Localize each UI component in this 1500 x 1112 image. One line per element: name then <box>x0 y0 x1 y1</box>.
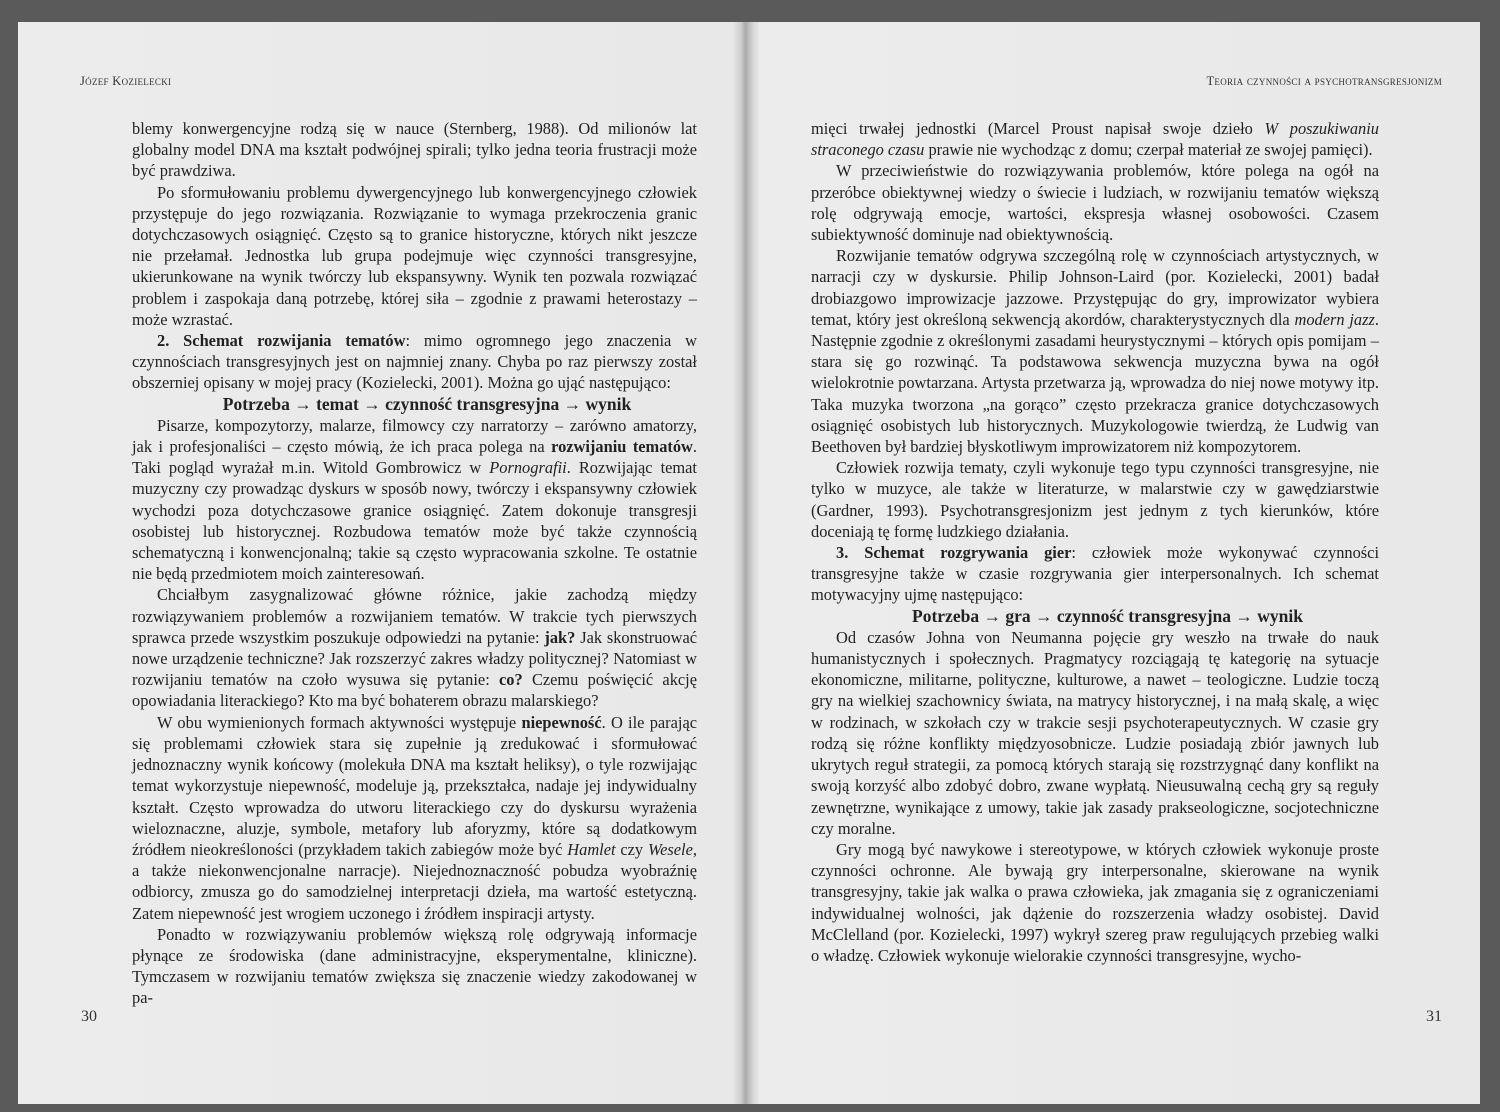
right-page-body <box>811 118 1379 966</box>
paragraph: W przeciwieństwie do rozwiązywania problemów, które polega na ogół na przeróbce obiektywnej wiedzy o świecie i ludziach, w rozwijaniu tematów większą rolę odgrywają emocje, wartości, ekspresja własnej osobowości. Czasem subiektywność dominuje nad obiektywnością. <box>811 161 1379 245</box>
paragraph: blemy konwergencyjne rodzą się w nauce (Sternberg, 1988). Od milionów lat globalny model DNA ma kształt podwójnej spirali; tylko jedna teoria frustracji może być prawdziwa. <box>132 119 697 181</box>
running-head-author: Józef Kozielecki <box>80 74 172 88</box>
paragraph: Po sformułowaniu problemu dywergencyjnego lub konwergencyjnego człowiek przystępuje do jego rozwiązania. Rozwiązanie to wymaga przekroczenia granic dotychczasowych osiągnięć. Często są to granice historyczne, których nikt jeszcze nie przełamał. Jednostka lub grupa podejmuje więc czynności transgresyjne, ukierunkowane na wynik twórczy lub ekspansywny. Wynik ten pozwala rozwiązać problem i zaspokaja daną potrzebę, której siła – zgodnie z prawami heterostazy – może wzrastać. <box>132 182 697 329</box>
paragraph: Chciałbym zasygnalizować główne różnice, jakie zachodzą między rozwiązywaniem problemów a rozwijaniem tematów. W trakcie tych pierwszych sprawca przede wszystkim poszukuje odpowiedzi na pytanie: jak? Jak skonstruować nowe urządzenie techniczne? Jak rozszerzyć zakres władzy politycznej? Natomiast w rozwijaniu tematów na czoło wysuwa się pytanie: co? Czemu poświęcić akcję opowiadania literackiego? Kto ma być bohaterem obrazu malarskiego? <box>132 585 697 711</box>
schema-formula: Potrzeba → gra → czynność transgresyjna → wynik <box>912 605 1303 626</box>
right-page <box>759 22 1480 1104</box>
book-gutter <box>733 22 759 1104</box>
paragraph: Człowiek rozwija tematy, czyli wykonuje tego typu czynności transgresyjne, nie tylko w muzyce, ale także w literaturze, w malarstwie czy w gawędziarstwie (Gardner, 1993). Psychotransgresjonizm jest jednym z tych kierunków, które doceniają tę formę ludzkiego działania. <box>811 458 1379 541</box>
book-spread <box>18 22 1480 1104</box>
section-heading: 3. Schemat rozgrywania gier <box>836 543 1072 563</box>
paragraph: 3. Schemat rozgrywania gier: człowiek może wykonywać czynności transgresyjne także w czasie rozgrywania gier interpersonalnych. Ich schemat motywacyjny ujmę następująco: <box>811 543 1379 605</box>
schema-formula: Potrzeba → temat → czynność transgresyjna → wynik <box>222 393 632 414</box>
paragraph: Gry mogą być nawykowe i stereotypowe, w których człowiek wykonuje proste czynności ochronne. Ale bywają gry interpersonalne, skierowane na wynik transgresyjny, takie jak walka o prawa człowieka, jak zmagania się z ograniczeniami indywidualnej wolności, jak dążenie do rozszerzenia władzy osobistej. David McClelland (por. Kozielecki, 1997) wykrył szereg praw regulujących przebieg walki o władzę. Człowiek wykonuje wielorakie czynności transgresyjne, wycho- <box>811 839 1379 965</box>
paragraph: Ponadto w rozwiązywaniu problemów większą rolę odgrywają informacje płynące ze środowiska (dane administracyjne, eksperymentalne, kliniczne). Tymczasem w rozwijaniu tematów zwiększa się znaczenie wiedzy zakodowanej w pa- <box>132 924 697 1008</box>
paragraph: Od czasów Johna von Neumanna pojęcie gry weszło na trwałe do nauk humanistycznych i społecznych. Pragmatycy rozciągają tę kategorię na sytuacje ekonomiczne, militarne, polityczne, kulturowe, a nawet – teologiczne. Ludzie toczą gry na wielkiej szachownicy świata, na matrycy historycznej, i na małą skalę, a więc w rodzinach, w szkołach czy w trakcie sesji psychoterapeutycznych. W czasie gry rodzą się różne konflikty międzyosobnicze. Ludzie posiadają zbiór jawnych lub ukrytych reguł strategii, za pomocą których starają się rozstrzygnąć dany konflikt na swoją korzyść albo zdobyć dobro, zwane wypłatą. Nieusuwalną cechą gry są reguły zewnętrzne, wynikające z umowy, takie jak zasady prakseologiczne, socjotechniczne czy moralne. <box>811 627 1379 838</box>
paragraph: Rozwijanie tematów odgrywa szczególną rolę w czynnościach artystycznych, w narracji czy w dyskursie. Philip Johnson-Laird (por. Kozielecki, 2001) badał drobiazgowo improwizacje jazzowe. Przystępując do gry, improwizator wybiera temat, który jest określoną sekwencją akordów, charakterystycznych dla modern jazz. Następnie zgodnie z określonymi zasadami heurystycznymi – których opis pomijam – stara się go rozwinąć. Ta podstawowa sekwencja muzyczna bywa na ogół wielokrotnie powtarzana. Artysta przetwarza ją, wprowadza do niej nowe motywy itp. Taka muzyka tworzona „na gorąco” często przekracza granice dotychczasowych osiągnięć osobistych lub historycznych. Muzykologowie twierdzą, że Ludwig van Beethoven był bardziej błyskotliwym improwizatorem niż kompozytorem. <box>811 246 1379 457</box>
left-page-body <box>132 118 697 1009</box>
page-number: 30 <box>81 1008 97 1025</box>
section-heading: 2. Schemat rozwijania tematów <box>157 331 406 351</box>
page-number: 31 <box>1426 1008 1442 1025</box>
paragraph: Pisarze, kompozytorzy, malarze, filmowcy czy narratorzy – zarówno amatorzy, jak i profesjonaliści – często mówią, że ich praca polega na rozwijaniu tematów. Taki pogląd wyrażał m.in. Witold Gombrowicz w Pornografii. Rozwijając temat muzyczny czy prowadząc dyskurs w sposób nowy, twórczy i ekspansywny człowiek wychodzi poza dotychczasowe granice osiągnięć. Zatem dokonuje transgresji osobistej lub historycznej. Rozbudowa tematów może być także czynnością schematyczną i konwencjonalną; takie są często wypracowania szkolne. Te ostatnie nie będą przedmiotem moich zainteresowań. <box>132 415 698 584</box>
left-page <box>18 22 733 1104</box>
paragraph: W obu wymienionych formach aktywności występuje niepewność. O ile parając się problemami człowiek stara się zupełnie ją zredukować i sformułować jednoznaczny wynik końcowy (molekuła DNA ma kształt heliksy), o tyle rozwijając temat wykorzystuje niepewność, modeluje ją, przekształca, nadaje jej indywidualny kształt. Często wprowadza do utworu literackiego czy do dyskursu wyrażenia wieloznaczne, aluzje, symbole, metafory lub aforyzmy, które są dodatkowym źródłem nieokreśloności (przykładem takich zabiegów może być Hamlet czy Wesele, a także niekonwencjonalne narracje). Niejednoznaczność pobudza wyobraźnię odbiorcy, zmusza go do samodzielnej interpretacji dzieła, ma wartość estetyczną. Zatem niepewność jest wrogiem uczonego i źródłem inspiracji artysty. <box>132 712 697 923</box>
paragraph: 2. Schemat rozwijania tematów: mimo ogromnego jego znaczenia w czynnościach transgresyjnych jest on najmniej znany. Chyba po raz pierwszy został obszerniej opisany w mojej pracy (Kozielecki, 2001). Można go ująć następująco: <box>132 331 697 393</box>
running-head-title: Teoria czynności a psychotransgresjonizm <box>1206 74 1442 88</box>
paragraph: mięci trwałej jednostki (Marcel Proust napisał swoje dzieło W poszukiwaniu straconego czasu prawie nie wychodząc z domu; czerpał materiał ze swojej pamięci). <box>811 119 1379 160</box>
